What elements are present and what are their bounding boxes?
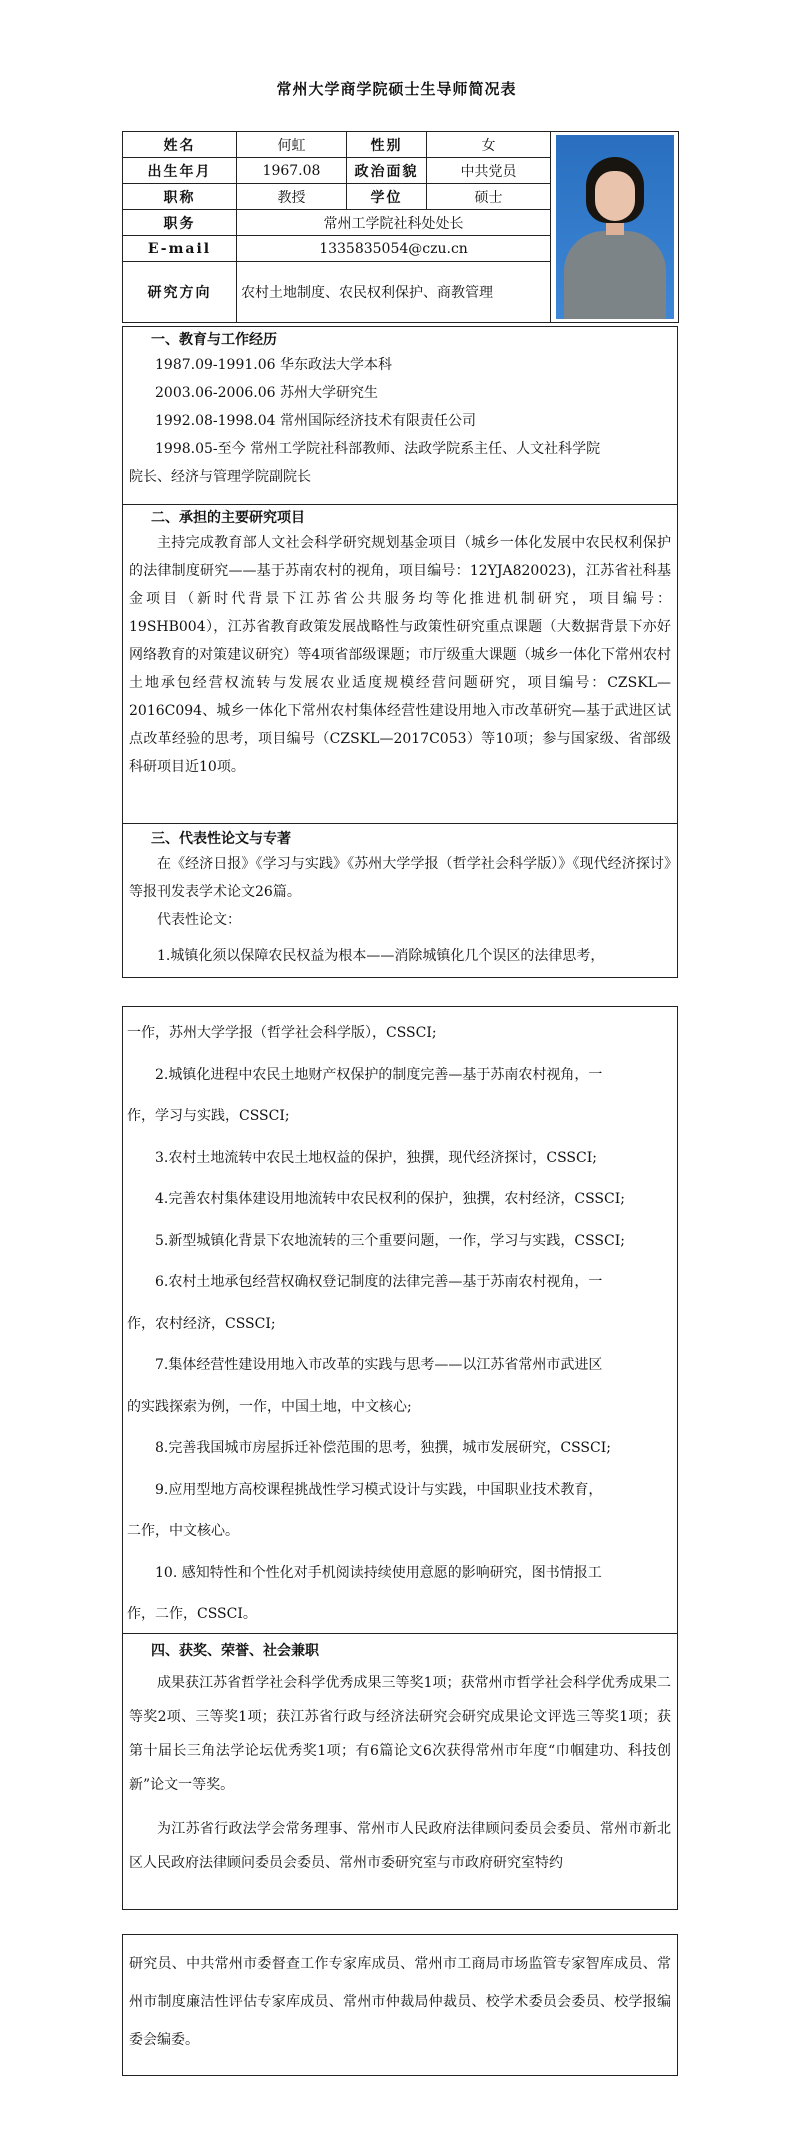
paper-line: 3.农村土地流转中农民土地权益的保护，独撰，现代经济探讨，CSSCI; <box>155 1149 597 1166</box>
portrait-photo <box>556 135 674 319</box>
paper-item: 1.城镇化须以保障农民权益为根本——消除城镇化几个误区的法律思考， <box>157 948 605 964</box>
content-block-1 <box>122 326 678 978</box>
paper-line: 9.应用型地方高校课程挑战性学习模式设计与实践，中国职业技术教育， <box>155 1481 603 1498</box>
name-value: 何虹 <box>237 132 347 158</box>
info-table <box>122 131 679 323</box>
title-value: 教授 <box>237 184 347 210</box>
roles-text-continued: 研究员、中共常州市委督查工作专家库成员、常州市工商局市场监管专家智库成员、常州市制度廉洁性评估专家库成员、常州市仲裁局仲裁员、校学术委员会委员、校学报编委会编委。 <box>129 1956 671 2048</box>
paper-line: 4.完善农村集体建设用地流转中农民权利的保护，独撰，农村经济，CSSCI; <box>155 1191 625 1207</box>
email-label: E-mail <box>123 236 237 262</box>
gender-label: 性别 <box>347 132 427 158</box>
email-value: 1335835054@czu.cn <box>237 236 551 262</box>
roles-text: 为江苏省行政法学会常务理事、常州市人民政府法律顾问委员会委员、常州市新北区人民政府法律顾问委员会委员、常州市委研究室与市政府研究室特约 <box>129 1821 671 1871</box>
list-item: 1987.09-1991.06 华东政法大学本科 <box>155 357 392 373</box>
page-title: 常州大学商学院硕士生导师简况表 <box>276 80 517 98</box>
section-projects <box>123 507 677 824</box>
politics-value: 中共党员 <box>427 158 551 184</box>
degree-value: 硕士 <box>427 184 551 210</box>
politics-label: 政治面貌 <box>347 158 427 184</box>
paper-line: 2.城镇化进程中农民土地财产权保护的制度完善—基于苏南农村视角，一 <box>155 1066 603 1083</box>
birth-label: 出生年月 <box>123 158 237 184</box>
section-awards <box>123 1640 677 1880</box>
photo-cell <box>551 132 679 323</box>
position-value: 常州工学院社科处处长 <box>237 210 551 236</box>
paper-line: 作，农村经济，CSSCI; <box>127 1315 276 1332</box>
section-education <box>123 329 677 505</box>
paper-line: 二作，中文核心。 <box>127 1523 239 1539</box>
section-heading: 四、获奖、荣誉、社会兼职 <box>151 1643 319 1659</box>
name-label: 姓名 <box>123 132 237 158</box>
section-papers <box>123 828 677 970</box>
papers-label: 代表性论文： <box>157 912 241 928</box>
paper-line: 8.完善我国城市房屋拆迁补偿范围的思考，独撰，城市发展研究，CSSCI; <box>155 1440 611 1456</box>
section-heading: 一、教育与工作经历 <box>151 332 277 348</box>
projects-text: 主持完成教育部人文社会科学研究规划基金项目（城乡一体化发展中农民权利保护的法律制度研究——基于苏南农村的视角，项目编号：12YJA820023)，江苏省社科基金项目（新时代背景下江苏省公共服务均等化推进机制研究，项目编号：19SHB004），江苏省教育政策发展战略性与政策性研究重点课题（大数据背景下亦好网络教育的对策建议研究）等4项省部级课题；市厅级重大课题（城乡一体化下常州农村土地承包经营权流转与发展农业适度规模经营问题研究，项目编号：CZSKL—2016C094、城乡一体化下常州农村集体经营性建设用地入市改革研究—基于武进区试点改革经验的思考，项目编号（CZSKL—2017C053）等10项；参与国家级、省部级科研项目近10项。 <box>129 535 671 775</box>
list-item: 1998.05-至今 常州工学院社科部教师、法政学院系主任、人文社科学院 <box>155 441 601 457</box>
list-item: 2003.06-2006.06 苏州大学研究生 <box>155 385 378 401</box>
section-heading: 三、代表性论文与专著 <box>151 831 291 847</box>
section-heading: 二、承担的主要研究项目 <box>151 510 305 526</box>
papers-continued <box>123 1007 677 1634</box>
content-block-3 <box>122 1934 678 2076</box>
awards-text: 成果获江苏省哲学社会科学优秀成果三等奖1项；获常州市哲学社会科学优秀成果二等奖2项、三等奖1项；获江苏省行政与经济法研究会研究成果论文评选三等奖1项；获第十届长三角法学论坛优秀奖1项；有6篇论文6次获得常州市年度“巾帼建功、科技创新”论文一等奖。 <box>129 1675 671 1793</box>
content-block-2 <box>122 1006 678 1910</box>
degree-label: 学位 <box>347 184 427 210</box>
papers-intro: 在《经济日报》《学习与实践》《苏州大学学报（哲学社会科学版）》《现代经济探讨》等报刊发表学术论文26篇。 <box>129 856 671 900</box>
birth-value: 1967.08 <box>237 158 347 184</box>
position-label: 职务 <box>123 210 237 236</box>
paper-line: 作，二作，CSSCI。 <box>127 1606 257 1622</box>
paper-line: 6.农村土地承包经营权确权登记制度的法律完善—基于苏南农村视角，一 <box>155 1274 603 1290</box>
paper-line: 7.集体经营性建设用地入市改革的实践与思考——以江苏省常州市武进区 <box>155 1357 603 1373</box>
list-item: 1992.08-1998.04 常州国际经济技术有限责任公司 <box>155 413 476 429</box>
paper-line: 10. 感知特性和个性化对手机阅读持续使用意愿的影响研究，图书情报工 <box>155 1564 602 1581</box>
paper-line: 的实践探索为例，一作，中国土地，中文核心; <box>127 1398 412 1415</box>
paper-line: 5.新型城镇化背景下农地流转的三个重要问题，一作，学习与实践，CSSCI; <box>155 1232 625 1249</box>
list-item: 院长、经济与管理学院副院长 <box>129 469 311 485</box>
title-label: 职称 <box>123 184 237 210</box>
paper-line: 作，学习与实践，CSSCI; <box>127 1108 290 1124</box>
gender-value: 女 <box>427 132 551 158</box>
research-value: 农村土地制度、农民权利保护、商教管理 <box>237 262 551 323</box>
research-label: 研究方向 <box>123 262 237 323</box>
paper-line: 一作，苏州大学学报（哲学社会科学版），CSSCI; <box>127 1025 437 1041</box>
